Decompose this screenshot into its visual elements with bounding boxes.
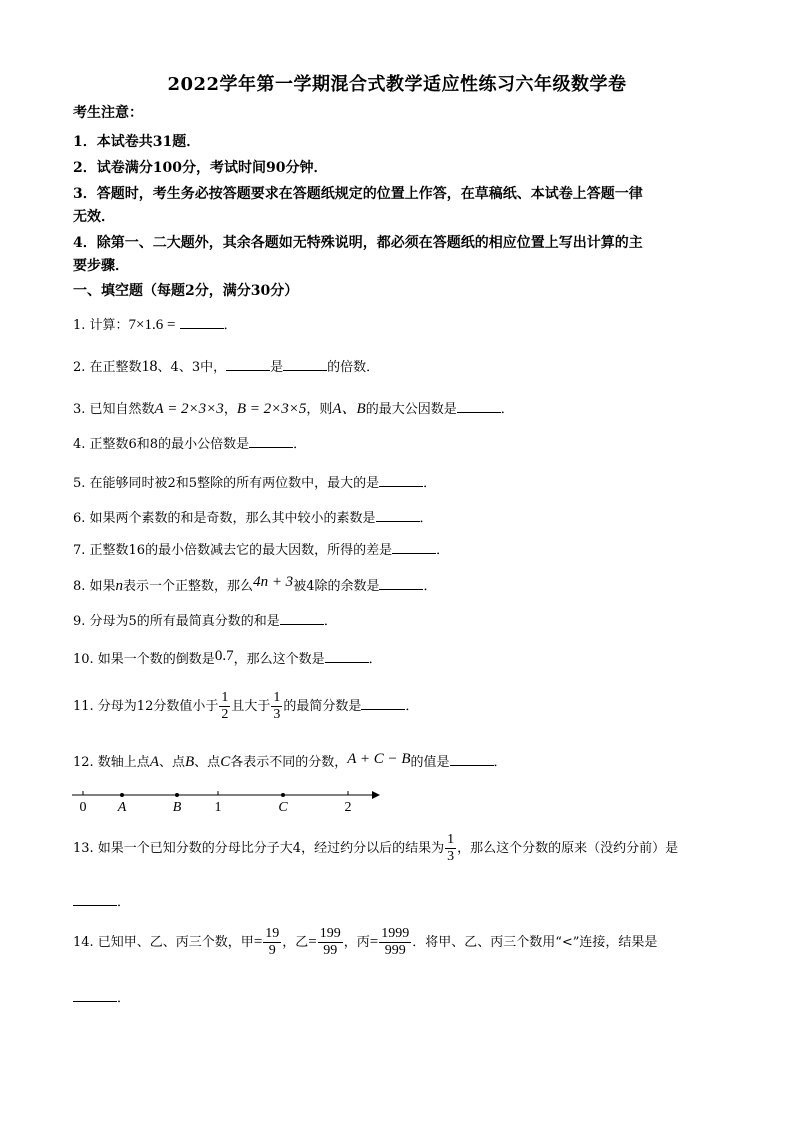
notice-item-2: 2．试卷满分100分，考试时间90分钟． xyxy=(73,160,328,176)
number-line-arrow xyxy=(372,791,380,799)
answer-blank[interactable] xyxy=(325,652,369,663)
notice-item-4-cont: 要步骤． xyxy=(73,258,129,274)
math-variable: n xyxy=(115,578,124,594)
question-13: 13. 如果一个已知分数的分母比分子大4，经过约分以后的结果为 $\frac{1}{3}$ ，那么这个分数的原来（没约分前）是 xyxy=(73,832,679,865)
fraction-one-third: $\frac{1}{3}$ xyxy=(447,832,455,865)
answer-blank[interactable] xyxy=(457,402,501,413)
exam-title: 2022学年第一学期混合式教学适应性练习六年级数学卷 xyxy=(167,74,627,95)
question-9: 9. 分母为5的所有最简真分数的和是 ． xyxy=(73,614,337,629)
answer-blank[interactable] xyxy=(73,895,117,906)
point-a-dot xyxy=(120,793,124,797)
question-10: 10. 如果一个数的倒数是0.7，那么这个数是 ． xyxy=(73,648,382,667)
question-1: 1. 计算：7×1.6 = ． xyxy=(73,317,237,333)
point-c-dot xyxy=(281,793,285,797)
question-13-cont: ． xyxy=(73,891,130,910)
question-4: 4. 正整数6和8的最小公倍数是 ． xyxy=(73,437,307,452)
fraction-one-half: $\frac{1}{2}$ xyxy=(221,690,229,723)
label-0: 0 xyxy=(79,800,87,815)
fraction-jia: $\frac{19}{9}$ xyxy=(265,926,280,959)
label-1: 1 xyxy=(214,800,222,815)
notice-item-1: 1．本试卷共31题． xyxy=(73,134,201,150)
question-5: 5. 在能够同时被2和5整除的所有两位数中，最大的是 ． xyxy=(73,476,437,491)
answer-blank[interactable] xyxy=(379,476,423,487)
math-number: 18 xyxy=(141,358,158,375)
question-8: 8. 如果n表示一个正整数，那么4n + 3被4除的余数是 ． xyxy=(73,574,437,594)
answer-blank[interactable] xyxy=(249,437,293,448)
question-6: 6. 如果两个素数的和是奇数，那么其中较小的素数是 ． xyxy=(73,511,433,526)
label-b: B xyxy=(172,800,182,815)
fraction-one-third: $\frac{1}{3}$ xyxy=(273,690,281,723)
question-2: 2. 在正整数18、4、3中， 是 的倍数． xyxy=(73,358,380,375)
question-11: 11. 分母为12分数值小于 $\frac{1}{2}$ 且大于 $\frac{1}{3}$ 的最简分数是 ． xyxy=(73,690,419,723)
math-number: 0.7 xyxy=(214,648,234,664)
math-expression: 7×1.6 = xyxy=(128,317,176,333)
math-expression: 4n + 3 xyxy=(253,574,294,590)
question-14-cont: ． xyxy=(73,987,130,1006)
answer-blank[interactable] xyxy=(226,360,270,371)
answer-blank[interactable] xyxy=(379,579,423,590)
answer-blank[interactable] xyxy=(283,360,327,371)
point-b-dot xyxy=(175,793,179,797)
math-expression: A = 2×3×3 xyxy=(154,401,224,417)
answer-blank[interactable] xyxy=(73,991,117,1002)
notice-item-3: 3．答题时，考生务必按答题要求在答题纸规定的位置上作答，在草稿纸、本试卷上答题一律 xyxy=(73,186,643,202)
number-line xyxy=(70,786,390,816)
answer-blank[interactable] xyxy=(392,543,436,554)
notice-item-4: 4．除第一、二大题外，其余各题如无特殊说明，都必须在答题纸的相应位置上写出计算的主 xyxy=(73,235,643,251)
label-2: 2 xyxy=(344,800,352,815)
notice-heading: 考生注意： xyxy=(73,105,143,121)
answer-blank[interactable] xyxy=(376,511,420,522)
fraction-bing: $\frac{1999}{999}$ xyxy=(381,926,410,959)
math-expression: A + C − B xyxy=(347,751,411,767)
answer-blank[interactable] xyxy=(361,699,405,710)
label-a: A xyxy=(117,800,127,815)
math-expression: B = 2×3×5 xyxy=(236,401,307,417)
answer-blank[interactable] xyxy=(180,318,224,329)
label-c: C xyxy=(278,800,288,815)
fraction-yi: $\frac{199}{99}$ xyxy=(319,926,341,959)
section-heading: 一、填空题（每题2分，满分30分） xyxy=(73,283,299,299)
answer-blank[interactable] xyxy=(280,614,324,625)
answer-blank[interactable] xyxy=(450,755,494,766)
math-variables: A、B xyxy=(332,401,366,417)
notice-item-3-cont: 无效． xyxy=(73,209,115,225)
question-3: 3. 已知自然数A = 2×3×3，B = 2×3×5，则A、B的最大公因数是 ． xyxy=(73,401,514,417)
question-7: 7. 正整数16的最小倍数减去它的最大因数，所得的差是 ． xyxy=(73,543,450,558)
question-12: 12. 数轴上点A、点B、点C各表示不同的分数，A + C − B的值是 ． xyxy=(73,751,507,770)
question-14: 14. 已知甲、乙、丙三个数，甲= $\frac{19}{9}$ ，乙= $\frac{199}{99}$ ，丙= $\frac{1999}{999}$ ．将甲、乙、丙三个数用“<”连接，结果是 xyxy=(73,926,658,959)
